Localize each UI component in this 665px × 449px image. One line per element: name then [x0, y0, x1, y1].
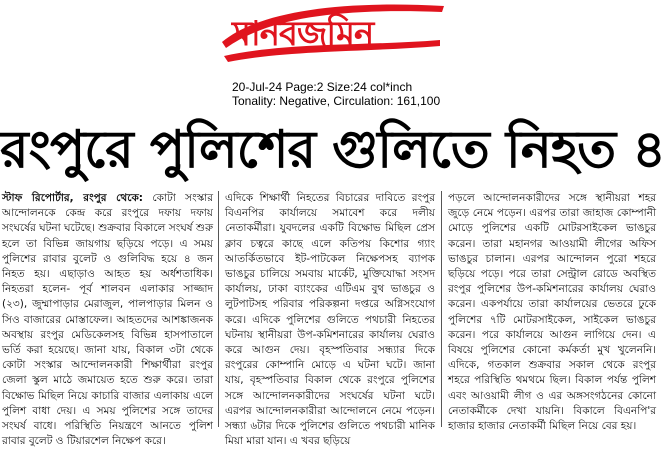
clip-meta-date-page-size: 20-Jul-24 Page:2 Size:24 col*inch [232, 80, 413, 94]
article-column-2 [225, 191, 435, 448]
masthead-logo [218, 2, 446, 68]
article-byline: স্টাফ রিপোর্টার, রংপুর থেকে: [2, 192, 143, 204]
article-column-1-text: কোটা সংস্কার আন্দোলনকে কেন্দ্র করে রংপুরে দফায় দফায় সংঘর্ষের ঘটনা ঘটেছে। শুক্রবার বিকালে সংঘর্ষ শুরু হলে তা বিভিন্ন জায়গায় ছড়িয়ে পড়ে। এ সময় পুলিশের রাবার বুলেট ও গুলিবিদ্ধ হয়ে ৪ জন নিহত হয়। এছাড়াও আহত হয় অর্ধশতাধিক। নিহতরা হলেন- পূর্ব শালবন এলাকার সাজ্জাদ (২৩), জুম্মাপাড়ার মেরাজুল, পালপাড়ার মিলন ও সিও বাজারের মোস্তাফেল। আহতদের আশঙ্কাজনক অবস্থায় রংপুর মেডিকেলসহ বিভিন্ন হাসপাতালে ভর্তি করা হয়েছে। জানা যায়, বিকাল ৩টা থেকে কোটা সংস্কার আন্দোলনকারী শিক্ষার্থীরা রংপুর জেলা স্কুল মাঠে জমায়েত হতে শুরু করে। তারা বিক্ষোভ মিছিল নিয়ে কাচারি বাজার এলাকায় এলে পুলিশ বাধা দেয়। এ সময় পুলিশের সঙ্গে তাদের সংঘর্ষ বাধে। পরিস্থিতি নিয়ন্ত্রণে আনতে পুলিশ রাবার বুলেট ও টিয়ারশেল নিক্ষেপ করে। [2, 192, 213, 448]
clip-meta-tonality-circulation: Tonality: Negative, Circulation: 161,100 [232, 94, 441, 108]
article-headline: রংপুরে পুলিশের গুলিতে নিহত ৪ [0, 120, 665, 180]
article-column-3-text: পড়লে আন্দোলনকারীদের সঙ্গে স্থানীয়রা শহর জুড়ে নেমে পড়েন। এরপর তারা জাহাজ কোম্পানী মোড়ে পুলিশের একটি মোটরসাইকেল ভাঙচুর করেন। তারা মহানগর আওয়ামী লীগের অফিস ভাঙচুর চালান। এরপর আন্দোলন পুরো শহরে ছড়িয়ে পড়ে। পরে তারা সেন্ট্রাল রোডে অবস্থিত রংপুর পুলিশের উপ-কমিশনারের কার্যালয় ঘেরাও করেন। একপর্যায়ে তারা কার্যালয়ের ভেতরে ঢুকে পুলিশের ৭টি মোটরসাইকেল, সাইকেল ভাঙচুর করেন। পরে কার্যালয়ে আগুন লাগিয়ে দেন। এ বিষয়ে পুলিশের কোনো কর্মকর্তা মুখ খুলেননি। এদিকে, গতকাল শুক্রবার সকাল থেকে রংপুর শহরে পরিস্থিতি থমথমে ছিল। বিকাল পর্যন্ত পুলিশ এবং আওয়ামী লীগ ও এর অঙ্গসংগঠনের কোনো নেতাকর্মীকে দেখা যায়নি। বিকালে বিএনপি'র হাজার হাজার নেতাকর্মী মিছিল নিয়ে বের হয়। [448, 192, 656, 433]
column-divider [218, 191, 219, 427]
clip-meta [232, 80, 440, 108]
article-body [2, 191, 658, 448]
article-column-2-text: এদিকে শিক্ষার্থী নিহতের বিচারের দাবিতে রংপুর বিএনপির কার্যালয়ে সমাবেশ করে দলীয় নেতাকর্মীরা। যুবদলের একটি বিক্ষোভ মিছিল প্রেস ক্লাব চত্বরে কাছে এলে কতিপয় কিশোর গ্যাং আতর্কিতভাবে ইট-পাটকেল নিক্ষেপসহ ব্যাপক ভাঙচুর চালিয়ে সমবায় মার্কেট, মুক্তিযোদ্ধা সংসদ কার্যালয়, ঢাকা ব্যাংকের এটিএম বুথ ভাঙচুর ও লুটপাটসহ পরিবার পরিকল্পনা দপ্তরে অগ্নিসংযোগ করে। এদিকে পুলিশের গুলিতে পথচারী নিহতের ঘটনায় স্থানীয়রা উপ-কমিশনারের কার্যালয় ঘেরাও করে আগুন দেয়। বৃহস্পতিবার সন্ধ্যার দিকে রংপুরের কোম্পানি মোড়ে এ ঘটনা ঘটে। জানা যায়, বৃহস্পতিবার বিকাল থেকে রংপুরে পুলিশের সঙ্গে আন্দোলনকারীদের সংঘর্ষের ঘটনা ঘটে। এরপর আন্দোলনকারীরা আন্দোলনে নেমে পড়েন। সন্ধ্যা ৬টার দিকে পুলিশের গুলিতে পথচারী মানিক মিয়া মারা যান। এ খবর ছড়িয়ে [225, 192, 435, 448]
column-divider [441, 191, 442, 427]
article-column-1 [2, 191, 213, 448]
article-column-3 [448, 191, 656, 433]
masthead-name: মানবজমিন [232, 14, 374, 54]
